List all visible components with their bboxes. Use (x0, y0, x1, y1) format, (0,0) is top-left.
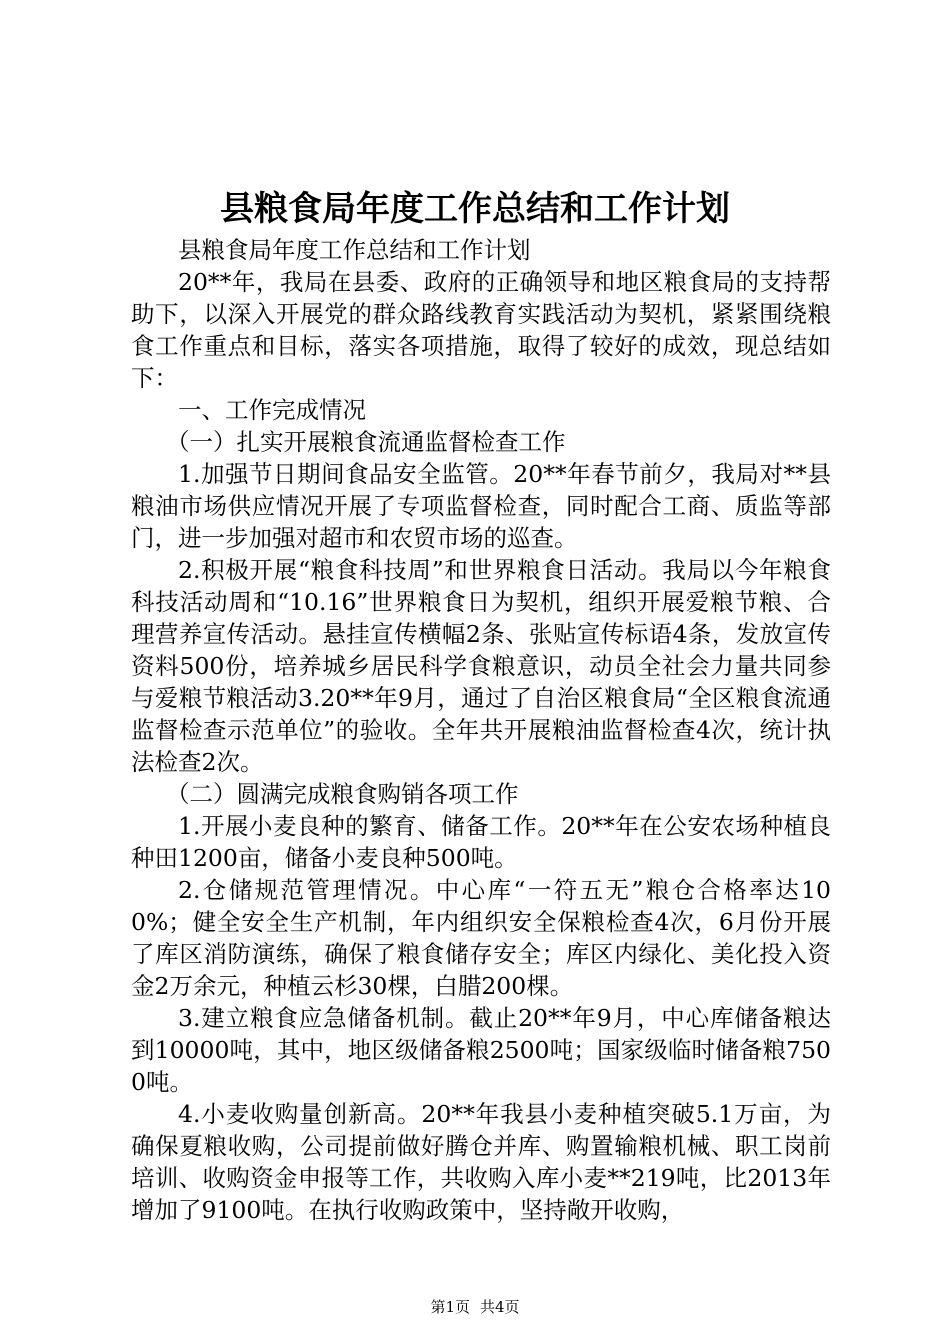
page-footer (0, 1297, 950, 1317)
document-body (131, 234, 831, 1226)
paragraph: 1.加强节日期间食品安全监管。20**年春节前夕，我局对**县粮油市场供应情况开展了专项监督检查，同时配合工商、质监等部门，进一步加强对超市和农贸市场的巡查。 (131, 460, 831, 552)
paragraph-subtitle: 县粮食局年度工作总结和工作计划 (178, 236, 531, 264)
page-number: 第1页 (430, 1298, 470, 1316)
paragraph: 4.小麦收购量创新高。20**年我县小麦种植突破5.1万亩，为确保夏粮收购，公司提前做好腾仓并库、购置输粮机械、职工岗前培训、收购资金申报等工作，共收购入库小麦**219吨，比2013年增加了9100吨。在执行收购政策中，坚持敞开收购， (131, 1100, 831, 1224)
paragraph: 2.仓储规范管理情况。中心库“一符五无”粮仓合格率达100%；健全安全生产机制，年内组织安全保粮检查4次，6月份开展了库区消防演练，确保了粮食储存安全；库区内绿化、美化投入资金2万余元，种植云杉30棵，白腊200棵。 (131, 876, 831, 1000)
paragraph-intro: 20**年，我局在县委、政府的正确领导和地区粮食局的支持帮助下，以深入开展党的群众路线教育实践活动为契机，紧紧围绕粮食工作重点和目标，落实各项措施，取得了较好的成效，现总结如下： (131, 268, 831, 392)
paragraph: 1.开展小麦良种的繁育、储备工作。20**年在公安农场种植良种田1200亩，储备小麦良种500吨。 (131, 812, 831, 872)
page-total: 共4页 (480, 1298, 520, 1316)
section-heading: 一、工作完成情况 (178, 396, 366, 424)
subsection-heading: （二）圆满完成粮食购销各项工作 (166, 780, 519, 808)
paragraph: 2.积极开展“粮食科技周”和世界粮食日活动。我局以今年粮食科技活动周和“10.16”世界粮食日为契机，组织开展爱粮节粮、合理营养宣传活动。悬挂宣传横幅2条、张贴宣传标语4条，发放宣传资料500份，培养城乡居民科学食粮意识，动员全社会力量共同参与爱粮节粮活动3.20**年9月，通过了自治区粮食局“全区粮食流通监督检查示范单位”的验收。全年共开展粮油监督检查4次，统计执法检查2次。 (131, 556, 831, 776)
subsection-heading: （一）扎实开展粮食流通监督检查工作 (166, 428, 566, 456)
document-title: 县粮食局年度工作总结和工作计划 (220, 189, 730, 229)
paragraph: 3.建立粮食应急储备机制。截止20**年9月，中心库储备粮达到10000吨，其中，地区级储备粮2500吨；国家级临时储备粮7500吨。 (131, 1004, 831, 1096)
